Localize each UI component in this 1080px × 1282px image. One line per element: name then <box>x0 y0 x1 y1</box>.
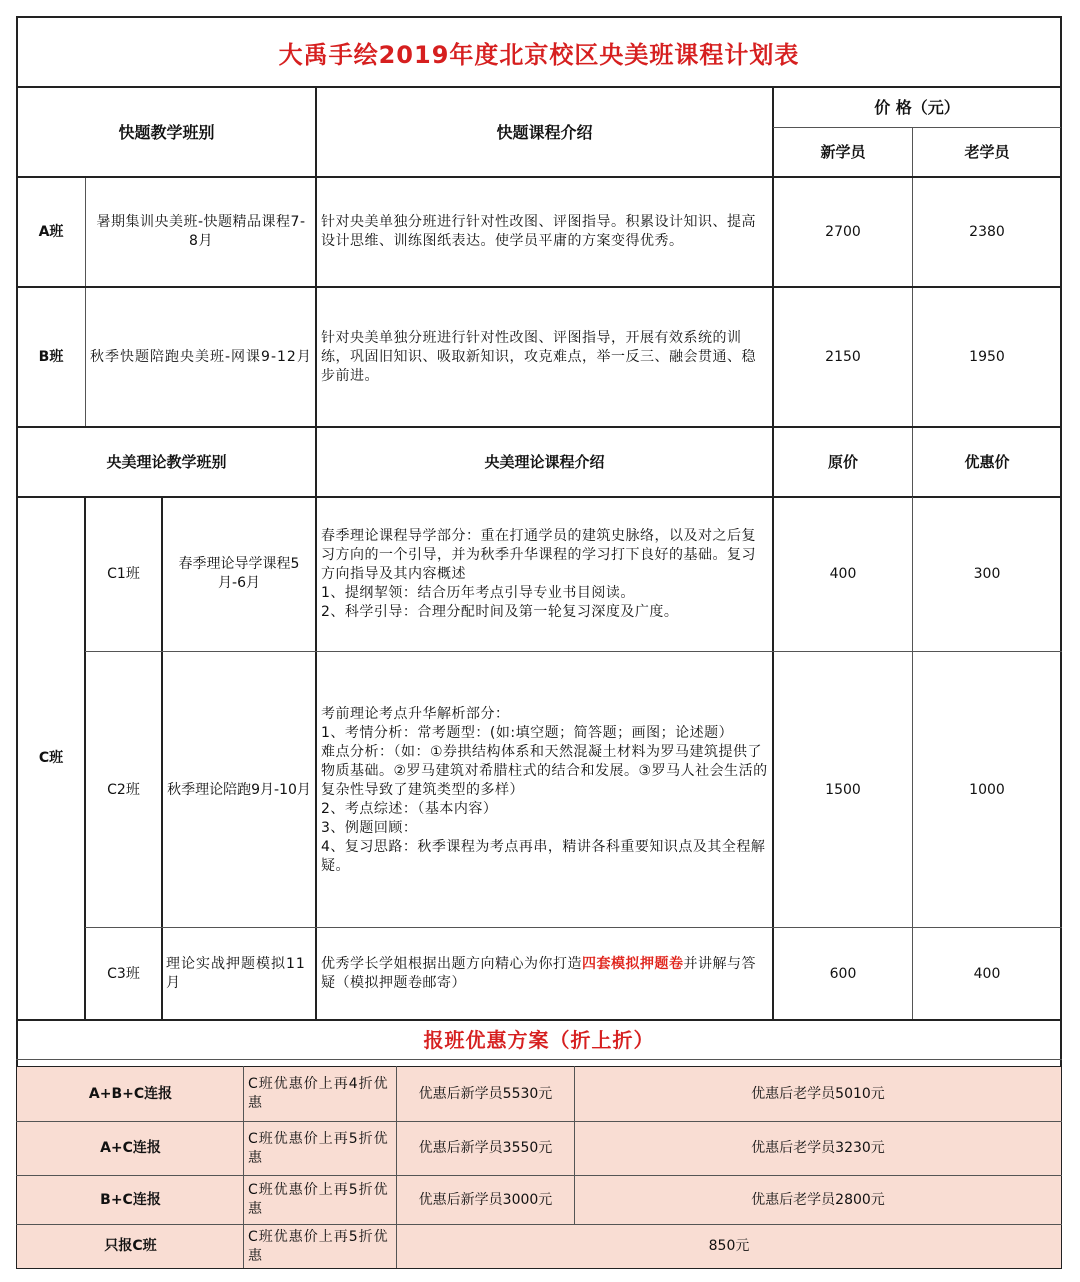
rule-bc: C班优惠价上再5折优惠 <box>248 1182 389 1217</box>
old-price-bc: 优惠后老学员2800元 <box>751 1191 885 1208</box>
divider <box>243 1066 244 1268</box>
rule-c-only: C班优惠价上再5折优惠 <box>248 1228 389 1264</box>
total-price-c-only: 850元 <box>708 1238 750 1254</box>
class-code-c1: C1班 <box>107 565 140 582</box>
class-code-b: B班 <box>38 348 64 365</box>
class-intro-c1: 春季理论课程导学部分：重在打通学员的建筑史脉络，以及对之后复习方向的一个引导，并为秋季升华课程的学习打下良好的基础。复习方向指导及其内容概述 1、提纲挈领：结合历年考点引导专业书目阅读。 2、科学引导：合理分配时间及第一轮复习深度及广度。 <box>321 527 756 620</box>
class-intro-a: 针对央美单独分班进行针对性改图、评图指导。积累设计知识、提高设计思维、训练图纸表达。使学员平庸的方案变得优秀。 <box>321 214 756 249</box>
old-price-abc: 优惠后老学员5010元 <box>751 1085 885 1102</box>
divider <box>773 127 1061 128</box>
class-intro-b: 针对央美单独分班进行针对性改图、评图指导，开展有效系统的训练，巩固旧知识、吸取新知识，攻克难点，举一反三、融会贯通、稳步前进。 <box>321 329 756 384</box>
header-original-price: 原价 <box>827 452 858 471</box>
header-new-student: 新学员 <box>820 143 866 161</box>
divider <box>16 1059 1062 1060</box>
header-theory-intro: 央美理论课程介绍 <box>484 452 605 471</box>
new-price-bc: 优惠后新学员3000元 <box>418 1191 553 1208</box>
price-new-b: 2150 <box>825 348 861 365</box>
new-price-ac: 优惠后新学员3550元 <box>418 1140 553 1156</box>
class-name-a: 暑期集训央美班-快题精品课程7-8月 <box>96 214 306 249</box>
class-intro-c3 <box>317 929 772 1019</box>
price-orig-c2: 1500 <box>825 781 861 798</box>
price-new-a: 2700 <box>825 223 861 240</box>
class-name-c1: 春季理论导学课程5月-6月 <box>178 556 300 591</box>
price-orig-c3: 600 <box>829 965 857 982</box>
page-title: 大禹手绘2019年度北京校区央美班课程计划表 <box>278 40 800 69</box>
intro-text-part: 并讲解与答疑（模拟押题卷邮寄） <box>321 956 756 991</box>
rule-abc: C班优惠价上再4折优惠 <box>248 1076 389 1111</box>
combo-abc: A+B+C连报 <box>88 1085 173 1102</box>
price-disc-c1: 300 <box>973 565 1001 582</box>
new-price-abc: 优惠后新学员5530元 <box>418 1085 553 1102</box>
header-old-student: 老学员 <box>964 143 1010 161</box>
class-code-a: A班 <box>38 223 64 240</box>
rule-ac: C班优惠价上再5折优惠 <box>248 1130 389 1166</box>
divider <box>912 497 913 1020</box>
price-disc-c3: 400 <box>973 965 1001 982</box>
price-disc-c2: 1000 <box>969 781 1005 798</box>
header-price: 价 格（元） <box>874 98 960 117</box>
divider <box>85 178 86 426</box>
divider <box>85 651 1062 652</box>
class-code-c2: C2班 <box>107 781 140 798</box>
divider <box>912 128 913 497</box>
combo-bc: B+C连报 <box>100 1191 161 1208</box>
price-orig-c1: 400 <box>829 565 857 582</box>
class-name-b: 秋季快题陪跑央美班-网课9-12月 <box>90 348 312 365</box>
class-code-c3: C3班 <box>107 965 140 982</box>
class-group-c: C班 <box>38 749 64 766</box>
header-discount-price: 优惠价 <box>964 452 1010 471</box>
combo-c-only: 只报C班 <box>104 1238 157 1254</box>
divider <box>85 927 1062 928</box>
intro-highlight: 四套模拟押题卷 <box>582 956 684 972</box>
old-price-ac: 优惠后老学员3230元 <box>751 1140 885 1156</box>
intro-text-part: 优秀学长学姐根据出题方向精心为你打造 <box>321 956 582 972</box>
class-name-c3: 理论实战押题模拟11月 <box>166 956 306 991</box>
class-intro-c2: 考前理论考点升华解析部分： 1、考情分析：常考题型：(如:填空题；简答题；画图；论述题） 难点分析：（如：①券拱结构体系和天然混凝土材料为罗马建筑提供了物质基础。②罗马建筑对希腊柱式的结合和发展。③罗马人社会生活的复杂性导致了建筑类型的多样） 2、考点综述：（基本内容） 3、例题回顾： 4、复习思路：秋季课程为考点再串，精讲各科重要知识点及其全程解疑。 <box>321 705 768 874</box>
header-theory-class: 央美理论教学班别 <box>106 452 227 471</box>
discount-title: 报班优惠方案（折上折） <box>423 1027 655 1052</box>
price-old-a: 2380 <box>969 223 1005 240</box>
price-old-b: 1950 <box>969 348 1005 365</box>
header-class: 快题教学班别 <box>118 122 215 142</box>
combo-ac: A+C连报 <box>100 1140 161 1156</box>
header-intro: 快题课程介绍 <box>496 122 593 142</box>
class-name-c2: 秋季理论陪跑9月-10月 <box>167 781 311 798</box>
